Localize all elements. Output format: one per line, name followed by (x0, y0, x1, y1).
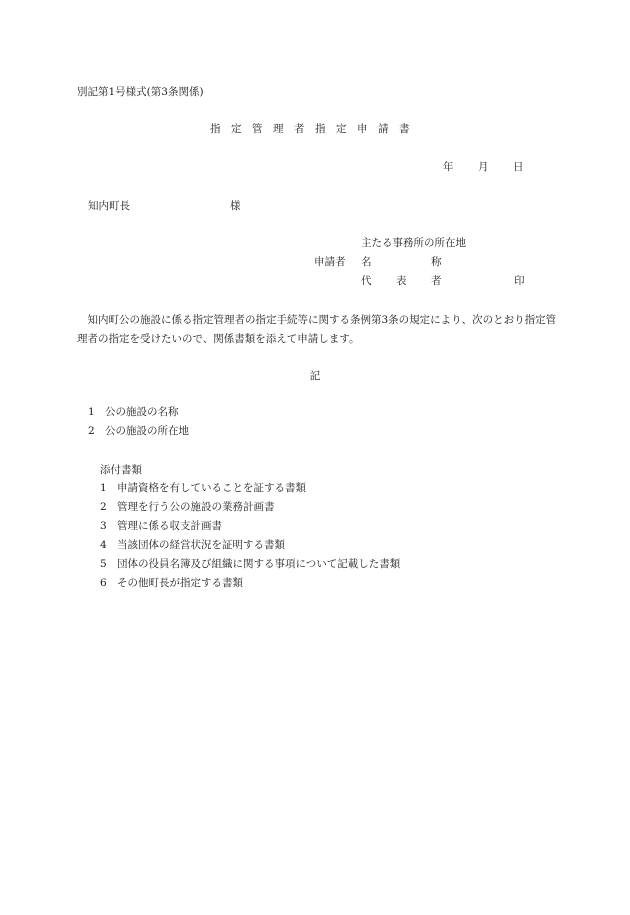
applicant-name-label-2: 称 (431, 256, 442, 268)
date-year-label: 年 (443, 161, 454, 173)
ki-heading: 記 (309, 370, 321, 382)
item-facility-location (88, 424, 189, 438)
date-month-label: 月 (478, 161, 489, 173)
seal-mark: 印 (514, 275, 525, 287)
addressee-honorific: 様 (230, 200, 241, 212)
attachment-item (100, 519, 222, 533)
date-day-label: 日 (513, 161, 524, 173)
attachment-text: 当該団体の経営状況を証明する書類 (117, 539, 285, 551)
attachment-number: 4 (100, 539, 107, 551)
applicant-address-label: 主たる事務所の所在地 (361, 237, 466, 249)
applicant-rep-label-3: 者 (431, 275, 442, 287)
attachment-text: その他町長が指定する書類 (117, 577, 243, 589)
attachment-item (100, 481, 306, 495)
attachment-item (100, 500, 275, 514)
attachment-text: 団体の役員名簿及び組織に関する事項について記載した書類 (117, 558, 401, 570)
item-text: 公の施設の所在地 (105, 425, 189, 437)
attachment-number: 1 (100, 482, 107, 494)
attachment-number: 2 (100, 501, 107, 513)
attachment-text: 申請資格を有していることを証する書類 (117, 482, 306, 494)
attachment-item (100, 538, 285, 552)
form-reference: 別記第1号様式(第3条関係) (77, 86, 204, 98)
attachment-item (100, 557, 400, 571)
addressee-name: 知内町長 (88, 200, 130, 212)
attachment-number: 5 (100, 558, 107, 570)
attachment-number: 6 (100, 577, 107, 589)
item-facility-name (88, 405, 179, 419)
attachment-text: 管理に係る収支計画書 (117, 520, 222, 532)
attachment-item (100, 576, 243, 590)
item-number: 2 (88, 425, 95, 437)
applicant-name-label-1: 名 (361, 256, 372, 268)
document-title: 指定管理者指定申請書 (210, 123, 420, 135)
item-number: 1 (88, 406, 95, 418)
attachment-number: 3 (100, 520, 107, 532)
application-body-text: 知内町公の施設に係る指定管理者の指定手続等に関する条例第3条の規定により、次のとおり指定管理者の指定を受けたいので、関係書類を添えて申請します。 (77, 314, 557, 345)
applicant-rep-label-2: 表 (396, 275, 407, 287)
attachments-heading: 添付書類 (100, 464, 142, 476)
applicant-rep-label-1: 代 (361, 275, 372, 287)
applicant-label: 申請者 (314, 256, 346, 268)
item-text: 公の施設の名称 (105, 406, 179, 418)
attachment-text: 管理を行う公の施設の業務計画書 (117, 501, 275, 513)
